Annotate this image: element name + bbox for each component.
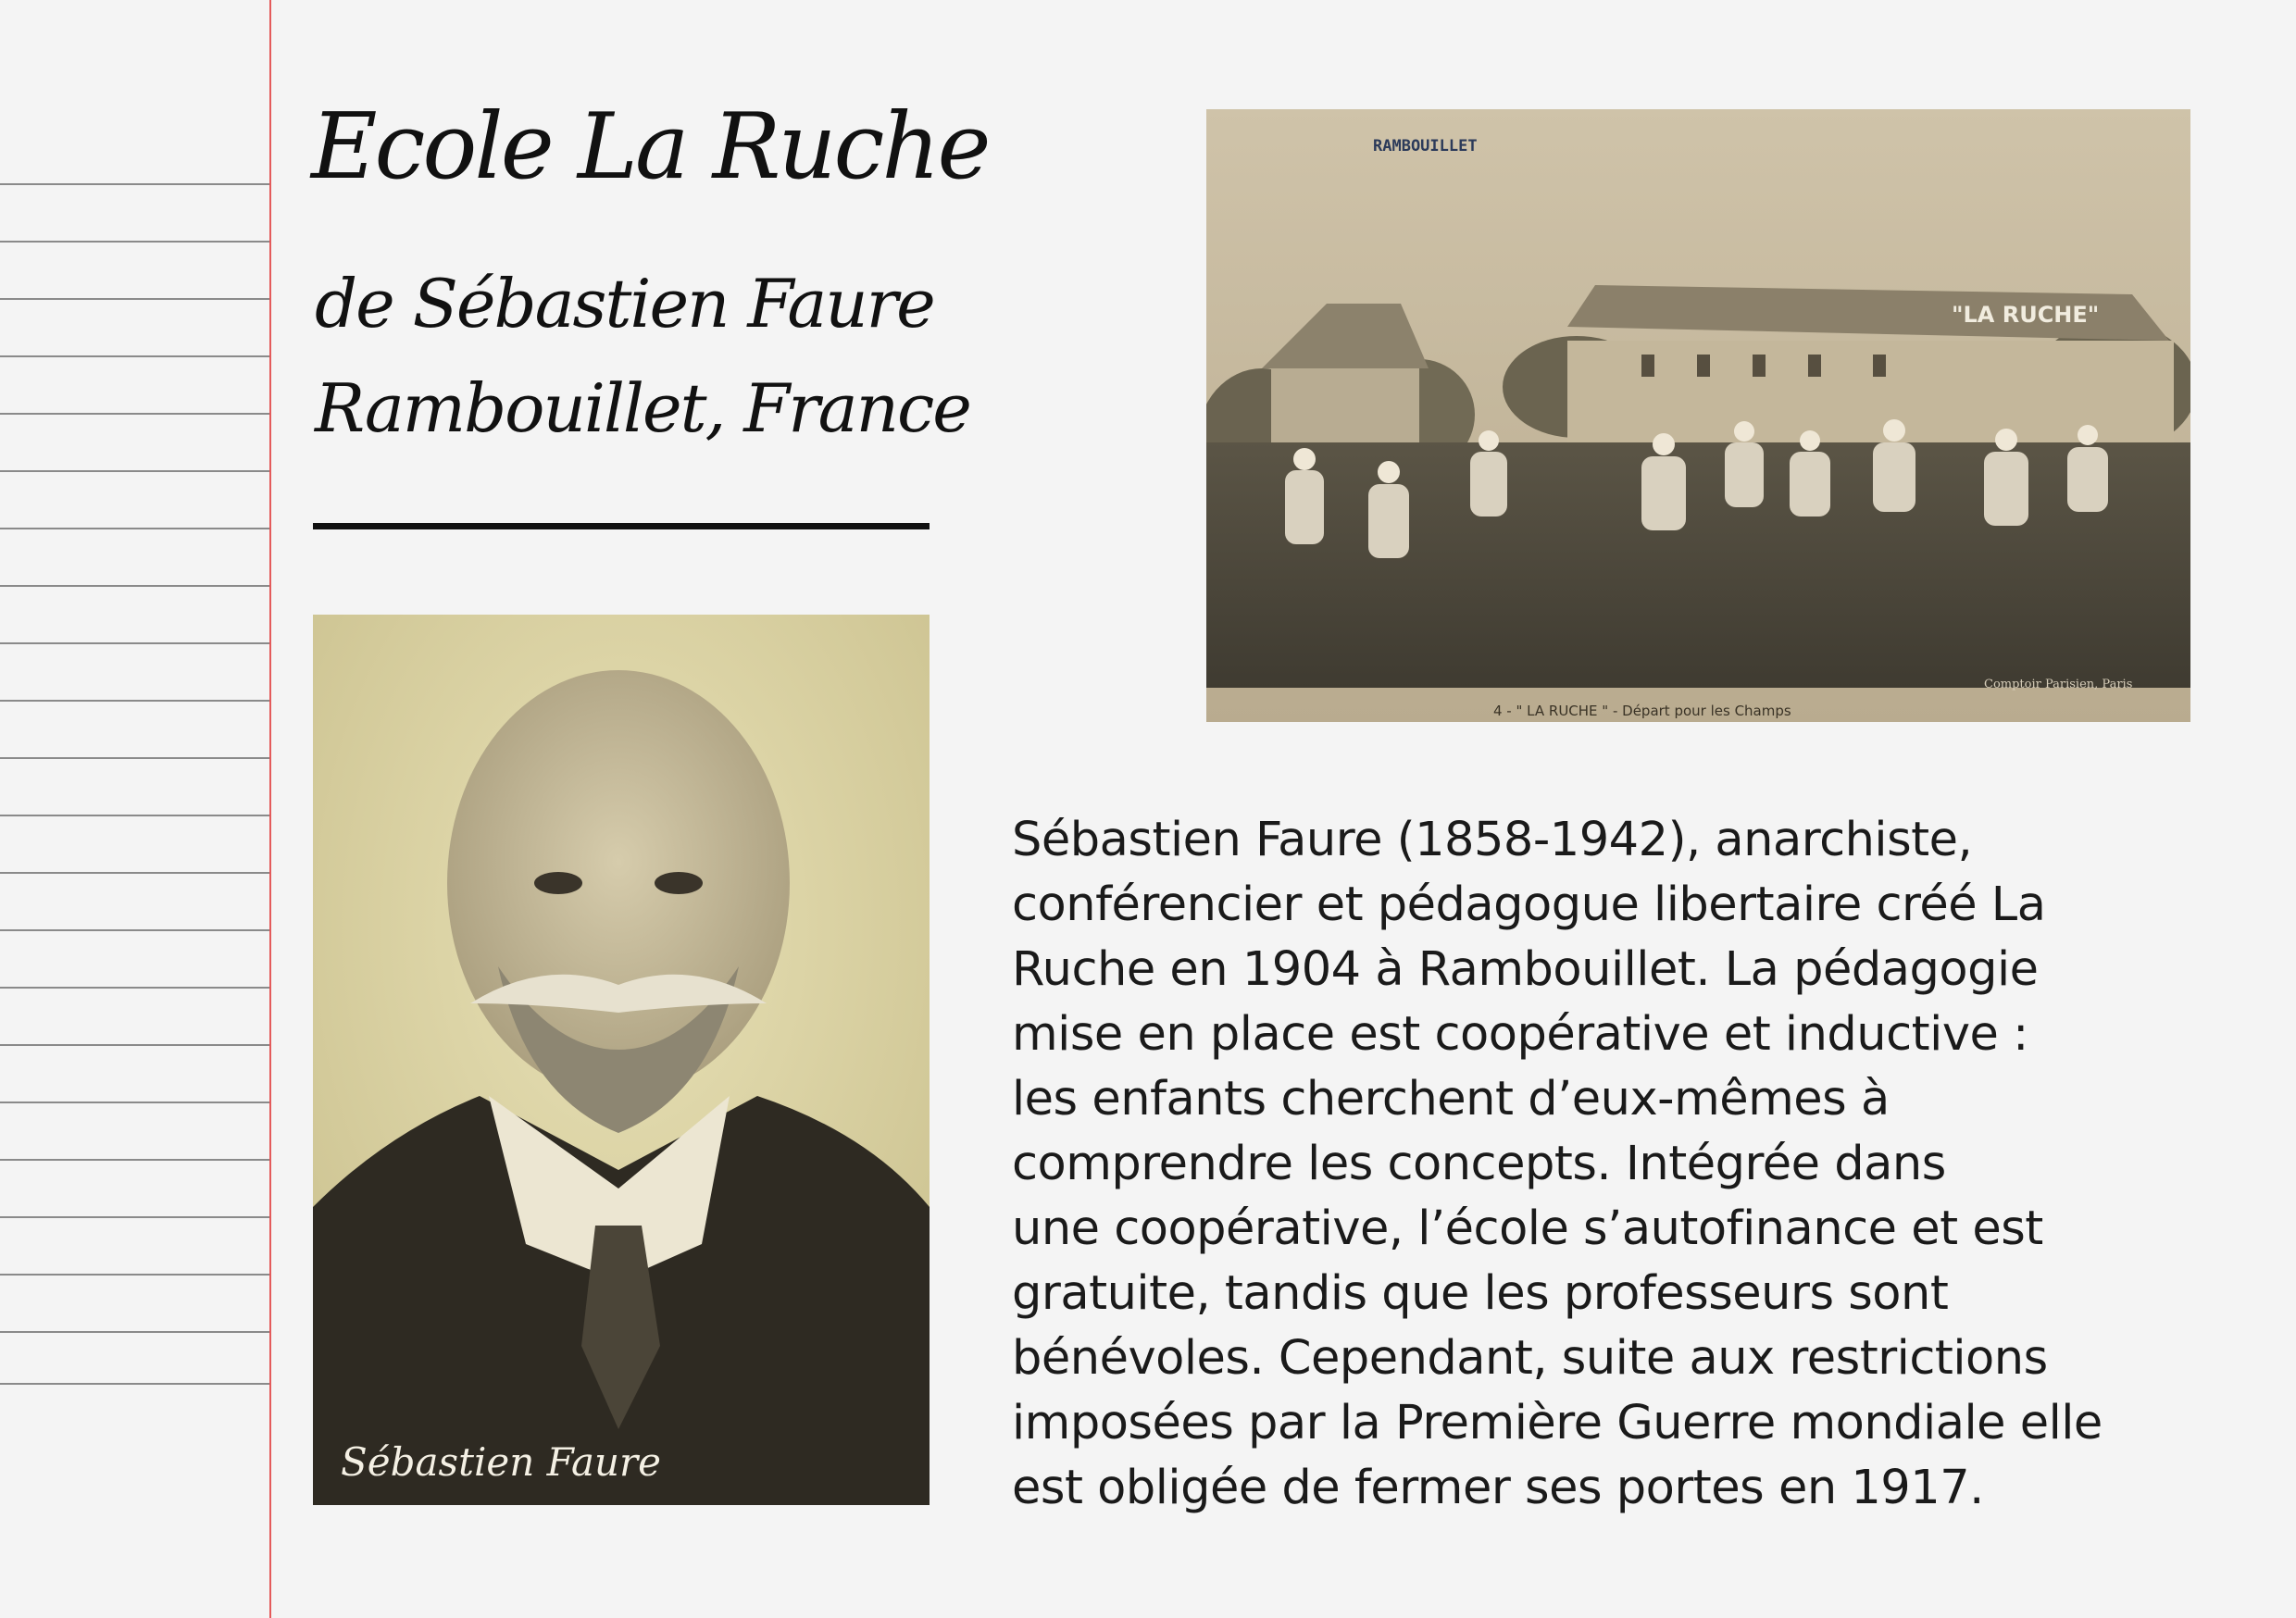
ruled-line [0, 528, 269, 529]
ruled-line [0, 1383, 269, 1385]
portrait-photo [313, 615, 930, 1505]
title-underline [313, 523, 930, 529]
ruled-line [0, 241, 269, 243]
postcard-illustration [1206, 109, 2190, 722]
ruled-line [0, 929, 269, 931]
ruled-line [0, 298, 269, 300]
paragraph-line: Sébastien Faure (1858-1942), anarchiste, [1012, 813, 1973, 867]
page-title: Ecole La Ruche [311, 94, 989, 200]
portrait-signature: Sébastien Faure [341, 1439, 661, 1485]
paragraph-line: mise en place est coopérative et inductive : [1012, 1007, 2028, 1062]
biography-paragraph [1012, 808, 2234, 1521]
paragraph-line: bénévoles. Cependant, suite aux restrictions [1012, 1331, 2048, 1386]
ruled-line [0, 815, 269, 816]
ruled-line [0, 470, 269, 472]
ruled-line [0, 183, 269, 185]
ruled-line [0, 642, 269, 644]
paragraph-line: Ruche en 1904 à Rambouillet. La pédagogie [1012, 942, 2039, 997]
ruled-line [0, 1216, 269, 1218]
ruled-line [0, 1274, 269, 1276]
margin-rule [269, 0, 271, 1618]
postcard-photo [1206, 109, 2190, 722]
paragraph-line: les enfants cherchent d’eux-mêmes à [1012, 1072, 1890, 1126]
ruled-line [0, 355, 269, 357]
ruled-line [0, 1331, 269, 1333]
postcard-caption: 4 - " LA RUCHE " - Départ pour les Champs [1493, 703, 1791, 719]
notebook-margin [0, 0, 269, 1618]
paragraph-line: conférencier et pédagogue libertaire créé La [1012, 877, 2046, 932]
subtitle-author: de Sébastien Faure [315, 265, 934, 342]
postcard-header: RAMBOUILLET [1373, 137, 1478, 156]
building-sign: "LA RUCHE" [1952, 302, 2100, 328]
paragraph-line: une coopérative, l’école s’autofinance et est [1012, 1201, 2043, 1256]
ruled-line [0, 987, 269, 989]
paragraph-line: imposées par la Première Guerre mondiale elle [1012, 1396, 2103, 1450]
ruled-line [0, 1044, 269, 1046]
portrait-illustration [313, 615, 930, 1505]
paragraph-line: est obligée de fermer ses portes en 1917. [1012, 1461, 1984, 1515]
ruled-line [0, 757, 269, 759]
postcard-publisher: Comptoir Parisien, Paris [1984, 678, 2133, 691]
ruled-line [0, 700, 269, 702]
ruled-line [0, 585, 269, 587]
ruled-line [0, 1159, 269, 1161]
paragraph-line: gratuite, tandis que les professeurs sont [1012, 1266, 1949, 1321]
ruled-line [0, 872, 269, 874]
subtitle-location: Rambouillet, France [315, 369, 970, 447]
ruled-line [0, 413, 269, 415]
paragraph-line: comprendre les concepts. Intégrée dans [1012, 1137, 1946, 1191]
ruled-line [0, 1101, 269, 1103]
